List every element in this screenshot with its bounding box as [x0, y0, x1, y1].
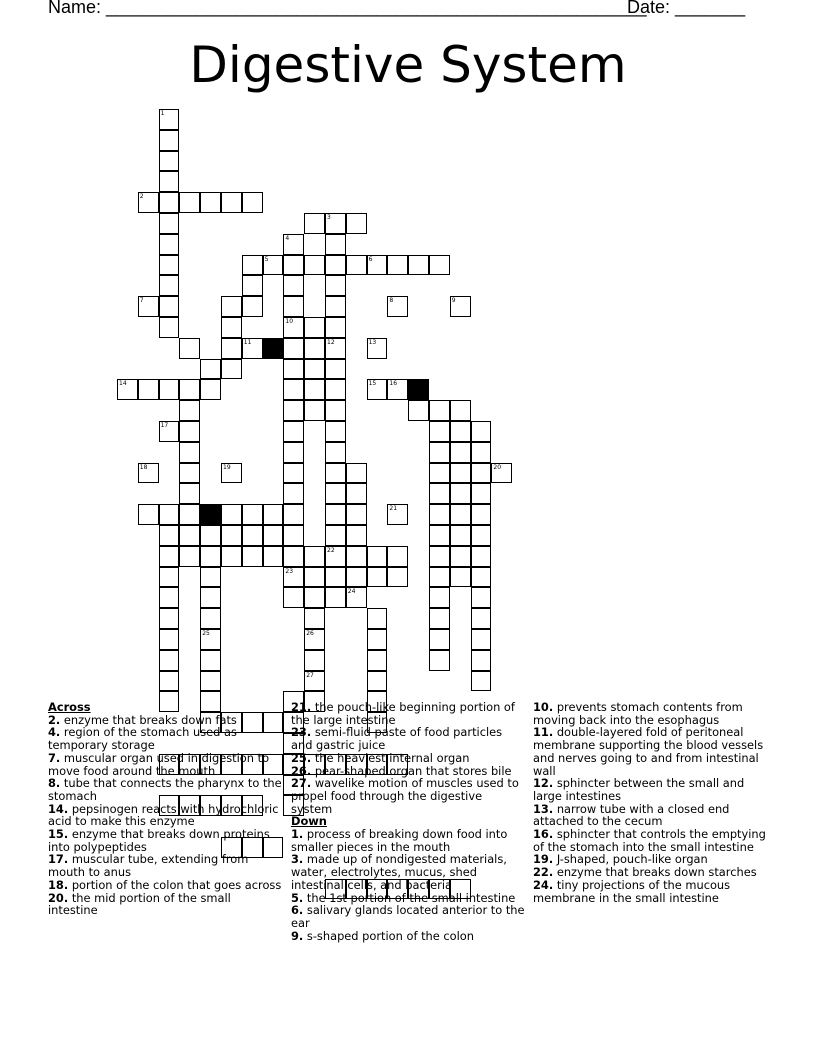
clue-number-label: 14. [48, 801, 69, 816]
crossword-cell[interactable] [304, 317, 325, 338]
crossword-cell[interactable] [304, 671, 325, 692]
crossword-cell[interactable] [242, 255, 263, 276]
crossword-cell[interactable] [159, 608, 180, 629]
clue-text: semi-fluid paste of food particles and gastric juice [291, 725, 503, 753]
date-field-line[interactable]: Date: _______ [627, 0, 746, 17]
crossword-cell[interactable] [159, 234, 180, 255]
clue-number: 27 [306, 671, 314, 679]
crossword-cell[interactable] [159, 130, 180, 151]
clue-number-label: 21. [291, 700, 312, 714]
crossword-cell[interactable] [471, 525, 492, 546]
clue-number: 19 [223, 463, 231, 471]
crossword-cell[interactable] [242, 504, 263, 525]
clue-number: 21 [389, 505, 398, 513]
crossword-cell[interactable] [387, 379, 408, 400]
crossword-cell[interactable] [159, 629, 180, 650]
crossword-cell[interactable] [346, 213, 367, 234]
crossword-cell[interactable] [179, 546, 200, 567]
clue-down [533, 726, 767, 777]
clues-column-2 [291, 701, 525, 942]
crossword-cell[interactable] [304, 400, 325, 421]
crossword-cell[interactable] [429, 504, 450, 525]
crossword-cell[interactable] [367, 671, 388, 692]
clue-number-label: 6. [291, 903, 304, 918]
clue-number: 4 [285, 234, 290, 242]
clue-text: tube that connects the pharynx to the stomach [48, 776, 282, 803]
clue-text: muscular tube, extending from mouth to anus [48, 852, 249, 880]
clue-text: enzyme that breaks down fats [63, 712, 237, 727]
clue-number: 26 [306, 630, 314, 637]
clue-text: process of breaking down food into smaller pieces in the mouth [291, 827, 508, 854]
clue-text: muscular organ used in digestion to move food around the mouth [48, 750, 270, 778]
clues-column-3 [533, 701, 767, 904]
crossword-cell[interactable] [159, 587, 180, 608]
crossword-cell[interactable] [325, 567, 346, 588]
crossword-cell[interactable] [200, 192, 221, 213]
crossword-cell[interactable] [283, 255, 304, 276]
crossword-cell[interactable] [304, 546, 325, 567]
crossword-cell[interactable] [138, 463, 159, 484]
clue-text: salivary glands located anterior to the ear [291, 903, 525, 930]
clue-number-label: 10. [533, 700, 554, 714]
crossword-cell[interactable] [450, 463, 471, 484]
crossword-cell[interactable] [367, 608, 388, 629]
crossword-cell[interactable] [346, 567, 367, 588]
crossword-cell[interactable] [159, 109, 180, 130]
crossword-cell[interactable] [221, 546, 242, 567]
crossword-cell[interactable] [304, 379, 325, 400]
page-title: Digestive System [189, 36, 627, 94]
crossword-cell[interactable] [283, 483, 304, 504]
crossword-cell[interactable] [346, 483, 367, 504]
crossword-cell[interactable] [450, 546, 471, 567]
clue-number-label: 24. [533, 877, 554, 892]
clue-text: tiny projections of the mucous membrane in the small intestine [533, 877, 731, 905]
crossword-cell[interactable] [325, 338, 346, 359]
crossword-block [408, 379, 429, 400]
crossword-cell[interactable] [242, 546, 263, 567]
crossword-cell[interactable] [429, 525, 450, 546]
clue-across [48, 777, 282, 802]
clue-across [291, 701, 525, 726]
clue-down [533, 803, 767, 828]
clue-text: wavelike motion of muscles used to propel food through the digestive system [291, 776, 519, 816]
crossword-cell[interactable] [179, 421, 200, 442]
down-heading: Down [291, 814, 327, 829]
clue-text: pepsinogen reacts with hydrochloric acid to make this enzyme [48, 801, 279, 829]
crossword-cell[interactable] [263, 525, 284, 546]
crossword-cell[interactable] [325, 255, 346, 276]
crossword-cell[interactable] [200, 546, 221, 567]
clue-number-label: 11. [533, 725, 554, 740]
clue-down [291, 828, 525, 853]
crossword-cell[interactable] [283, 442, 304, 463]
clue-number: 3 [327, 214, 331, 221]
crossword-cell[interactable] [179, 463, 200, 484]
clue-down [533, 879, 767, 904]
crossword-cell[interactable] [387, 546, 408, 567]
clue-number-label: 8. [48, 776, 61, 791]
crossword-cell[interactable] [408, 255, 429, 276]
crossword-cell[interactable] [325, 546, 346, 567]
clue-number-label: 22. [533, 865, 554, 880]
crossword-cell[interactable] [471, 671, 492, 692]
crossword-cell[interactable] [159, 151, 180, 172]
crossword-cell[interactable] [325, 400, 346, 421]
crossword-cell[interactable] [283, 421, 304, 442]
crossword-cell[interactable] [450, 296, 471, 317]
crossword-cell[interactable] [221, 359, 242, 380]
crossword-cell[interactable] [283, 400, 304, 421]
crossword-cell[interactable] [200, 629, 221, 650]
crossword-cell[interactable] [325, 421, 346, 442]
crossword-cell[interactable] [450, 525, 471, 546]
crossword-cell[interactable] [159, 504, 180, 525]
clue-number-label: 5. [291, 890, 304, 905]
clue-text: made up of nondigested materials, water, electrolytes, mucus, shed intestinal cells, and bacteria [291, 852, 507, 892]
crossword-cell[interactable] [325, 463, 346, 484]
crossword-cell[interactable] [159, 546, 180, 567]
crossword-cell[interactable] [159, 567, 180, 588]
crossword-cell[interactable] [159, 317, 180, 338]
crossword-cell[interactable] [325, 359, 346, 380]
crossword-cell[interactable] [387, 504, 408, 525]
crossword-cell[interactable] [200, 359, 221, 380]
crossword-cell[interactable] [200, 379, 221, 400]
crossword-cell[interactable] [346, 463, 367, 484]
clue-text: narrow tube with a closed end attached to the cecum [533, 801, 730, 829]
crossword-cell[interactable] [325, 525, 346, 546]
crossword-cell[interactable] [159, 650, 180, 671]
clue-text: pear-shaped organ that stores bile [314, 763, 512, 778]
crossword-cell[interactable] [159, 296, 180, 317]
crossword-cell[interactable] [242, 192, 263, 213]
crossword-cell[interactable] [159, 275, 180, 296]
crossword-cell[interactable] [283, 275, 304, 296]
clue-text: enzyme that breaks down proteins into polypeptides [48, 827, 270, 854]
crossword-cell[interactable] [221, 192, 242, 213]
crossword-cell[interactable] [242, 525, 263, 546]
crossword-cell[interactable] [242, 338, 263, 359]
crossword-cell[interactable] [221, 317, 242, 338]
across-heading: Across [48, 700, 91, 714]
crossword-cell[interactable] [138, 192, 159, 213]
crossword-cell[interactable] [283, 234, 304, 255]
crossword-cell[interactable] [221, 338, 242, 359]
crossword-cell[interactable] [408, 400, 429, 421]
crossword-cell[interactable] [429, 567, 450, 588]
crossword-cell[interactable] [304, 567, 325, 588]
crossword-cell[interactable] [179, 483, 200, 504]
crossword-cell[interactable] [491, 463, 512, 484]
crossword-cell[interactable] [367, 629, 388, 650]
crossword-cell[interactable] [304, 213, 325, 234]
crossword-cell[interactable] [138, 296, 159, 317]
clue-across [48, 726, 282, 751]
crossword-cell[interactable] [346, 546, 367, 567]
crossword-cell[interactable] [325, 379, 346, 400]
crossword-cell[interactable] [263, 255, 284, 276]
crossword-cell[interactable] [242, 296, 263, 317]
crossword-cell[interactable] [159, 421, 180, 442]
clue-number: 10 [285, 318, 294, 325]
clues-column-1 [48, 701, 282, 917]
crossword-cell[interactable] [429, 255, 450, 276]
crossword-cell[interactable] [325, 317, 346, 338]
crossword-cell[interactable] [325, 275, 346, 296]
crossword-cell[interactable] [283, 338, 304, 359]
clue-number: 20 [493, 463, 502, 471]
clue-number-label: 15. [48, 827, 69, 842]
crossword-cell[interactable] [179, 400, 200, 421]
crossword-cell[interactable] [117, 379, 138, 400]
crossword-cell[interactable] [471, 463, 492, 484]
crossword-cell[interactable] [429, 608, 450, 629]
clue-number-label: 3. [291, 852, 304, 867]
crossword-cell[interactable] [367, 338, 388, 359]
crossword-cell[interactable] [450, 483, 471, 504]
crossword-cell[interactable] [429, 650, 450, 671]
clue-text: portion of the colon that goes across [71, 877, 282, 892]
clue-text: the heaviest internal organ [314, 750, 470, 765]
crossword-cell[interactable] [159, 379, 180, 400]
clue-number: 22 [327, 546, 335, 554]
clue-across [48, 752, 282, 777]
clue-down [291, 853, 525, 891]
crossword-cell[interactable] [138, 504, 159, 525]
crossword-cell[interactable] [304, 650, 325, 671]
clue-number: 25 [202, 630, 210, 637]
crossword-cell[interactable] [325, 483, 346, 504]
crossword-cell[interactable] [304, 255, 325, 276]
clue-number-label: 9. [291, 928, 304, 943]
clue-across [48, 853, 282, 878]
crossword-cell[interactable] [387, 255, 408, 276]
crossword-cell[interactable] [179, 379, 200, 400]
clue-across [48, 803, 282, 828]
crossword-cell[interactable] [200, 650, 221, 671]
crossword-cell[interactable] [471, 629, 492, 650]
crossword-cell[interactable] [450, 504, 471, 525]
clue-text: double-layered fold of peritoneal membrane supporting the blood vessels and nerves going to and from intestinal wall [533, 725, 764, 778]
clue-number: 23 [285, 567, 294, 575]
crossword-cell[interactable] [221, 463, 242, 484]
crossword-cell[interactable] [471, 504, 492, 525]
clue-number: 16 [389, 380, 398, 388]
crossword-cell[interactable] [304, 629, 325, 650]
clue-across [291, 777, 525, 815]
crossword-cell[interactable] [387, 296, 408, 317]
clue-number: 7 [139, 297, 144, 305]
crossword-cell[interactable] [471, 442, 492, 463]
clue-number-label: 7. [48, 750, 61, 765]
crossword-cell[interactable] [471, 546, 492, 567]
crossword-cell[interactable] [429, 483, 450, 504]
crossword-cell[interactable] [159, 192, 180, 213]
crossword-cell[interactable] [159, 213, 180, 234]
clue-number-label: 1. [291, 827, 304, 842]
crossword-cell[interactable] [263, 546, 284, 567]
crossword-cell[interactable] [200, 587, 221, 608]
crossword-cell[interactable] [367, 255, 388, 276]
crossword-cell[interactable] [200, 504, 221, 525]
clue-number: 11 [243, 338, 252, 346]
name-field-line[interactable]: Name: ______________________________________________________ [48, 0, 647, 17]
crossword-block [263, 338, 284, 359]
crossword-cell[interactable] [179, 525, 200, 546]
clue-number: 13 [368, 338, 377, 346]
crossword-cell[interactable] [429, 546, 450, 567]
clue-number-label: 13. [533, 801, 554, 816]
clue-number-label: 19. [533, 852, 554, 867]
crossword-cell[interactable] [450, 400, 471, 421]
crossword-cell[interactable] [429, 463, 450, 484]
crossword-cell[interactable] [429, 400, 450, 421]
clue-number-label: 23. [291, 725, 312, 740]
crossword-cell[interactable] [346, 504, 367, 525]
clue-number-label: 16. [533, 827, 554, 842]
crossword-cell[interactable] [263, 504, 284, 525]
crossword-cell[interactable] [450, 421, 471, 442]
crossword-cell[interactable] [471, 567, 492, 588]
clue-number-label: 17. [48, 852, 69, 867]
clue-number: 24 [347, 588, 356, 596]
crossword-cell[interactable] [179, 442, 200, 463]
clue-text: s-shaped portion of the colon [306, 928, 474, 943]
crossword-cell[interactable] [179, 192, 200, 213]
crossword-cell[interactable] [325, 213, 346, 234]
clue-across [291, 726, 525, 751]
clue-down [291, 930, 525, 943]
crossword-cell[interactable] [179, 504, 200, 525]
crossword-cell[interactable] [450, 567, 471, 588]
clue-text: the pouch-like beginning portion of the large intestine [291, 700, 515, 727]
crossword-cell[interactable] [283, 463, 304, 484]
crossword-cell[interactable] [283, 567, 304, 588]
clue-text: the mid portion of the small intestine [48, 890, 231, 918]
crossword-cell[interactable] [221, 296, 242, 317]
clue-text: enzyme that breaks down starches [556, 865, 757, 880]
clue-text: J-shaped, pouch-like organ [556, 852, 708, 867]
clue-number-label: 12. [533, 776, 554, 791]
crossword-cell[interactable] [367, 546, 388, 567]
crossword-cell[interactable] [325, 442, 346, 463]
clue-number-label: 20. [48, 890, 69, 905]
crossword-cell[interactable] [283, 525, 304, 546]
crossword-cell[interactable] [429, 442, 450, 463]
crossword-cell[interactable] [159, 671, 180, 692]
clue-number: 5 [264, 255, 269, 263]
crossword-cell[interactable] [304, 359, 325, 380]
clue-down [533, 828, 767, 853]
crossword-cell[interactable] [325, 296, 346, 317]
clue-down [291, 904, 525, 929]
crossword-cell[interactable] [283, 359, 304, 380]
crossword-cell[interactable] [221, 525, 242, 546]
clue-number-label: 26. [291, 763, 312, 778]
crossword-cell[interactable] [429, 421, 450, 442]
crossword-cell[interactable] [159, 171, 180, 192]
clue-number: 9 [451, 297, 456, 305]
crossword-cell[interactable] [325, 234, 346, 255]
clue-number: 12 [327, 338, 335, 346]
crossword-cell[interactable] [346, 525, 367, 546]
crossword-cell[interactable] [200, 671, 221, 692]
crossword-cell[interactable] [200, 525, 221, 546]
crossword-cell[interactable] [242, 275, 263, 296]
crossword-cell[interactable] [283, 546, 304, 567]
clue-number: 2 [139, 193, 144, 201]
clue-text: region of the stomach used as temporary storage [48, 725, 237, 753]
clue-number-label: 4. [48, 725, 61, 740]
crossword-cell[interactable] [367, 650, 388, 671]
clue-number-label: 27. [291, 776, 312, 791]
clue-number-label: 25. [291, 750, 312, 765]
clue-number: 18 [139, 463, 148, 471]
crossword-cell[interactable] [159, 525, 180, 546]
crossword-cell[interactable] [221, 504, 242, 525]
crossword-cell[interactable] [471, 650, 492, 671]
crossword-cell[interactable] [304, 608, 325, 629]
clue-down [533, 777, 767, 802]
crossword-cell[interactable] [283, 379, 304, 400]
clue-number: 17 [160, 422, 169, 429]
crossword-cell[interactable] [346, 255, 367, 276]
crossword-cell[interactable] [283, 317, 304, 338]
crossword-cell[interactable] [450, 442, 471, 463]
crossword-cell[interactable] [387, 567, 408, 588]
crossword-cell[interactable] [200, 608, 221, 629]
clue-down [533, 701, 767, 726]
clue-number: 14 [119, 380, 127, 388]
crossword-cell[interactable] [179, 338, 200, 359]
clue-across [48, 892, 282, 917]
clue-number: 8 [389, 297, 394, 305]
clue-text: sphincter between the small and large intestines [533, 776, 745, 803]
clue-number-label: 18. [48, 877, 69, 892]
clue-across [48, 828, 282, 853]
crossword-cell[interactable] [429, 629, 450, 650]
crossword-cell[interactable] [159, 255, 180, 276]
crossword-cell[interactable] [367, 379, 388, 400]
crossword-cell[interactable] [138, 379, 159, 400]
clue-number: 15 [368, 380, 377, 388]
clue-number: 6 [368, 255, 373, 263]
clue-number-label: 2. [48, 712, 61, 727]
crossword-cell[interactable] [325, 587, 346, 608]
crossword-cell[interactable] [367, 567, 388, 588]
crossword-cell[interactable] [304, 587, 325, 608]
clue-text: prevents stomach contents from moving back into the esophagus [533, 700, 743, 727]
crossword-cell[interactable] [471, 608, 492, 629]
clue-text: the 1st portion of the small intestine [306, 890, 516, 905]
crossword-cell[interactable] [283, 587, 304, 608]
crossword-cell[interactable] [429, 587, 450, 608]
crossword-cell[interactable] [200, 567, 221, 588]
clue-text: sphincter that controls the emptying of the stomach into the small intestine [533, 827, 766, 854]
crossword-cell[interactable] [346, 587, 367, 608]
crossword-cell[interactable] [283, 296, 304, 317]
crossword-cell[interactable] [471, 483, 492, 504]
crossword-cell[interactable] [304, 338, 325, 359]
clue-number: 1 [160, 110, 165, 117]
crossword-cell[interactable] [283, 504, 304, 525]
crossword-cell[interactable] [325, 504, 346, 525]
crossword-cell[interactable] [471, 587, 492, 608]
crossword-cell[interactable] [471, 421, 492, 442]
